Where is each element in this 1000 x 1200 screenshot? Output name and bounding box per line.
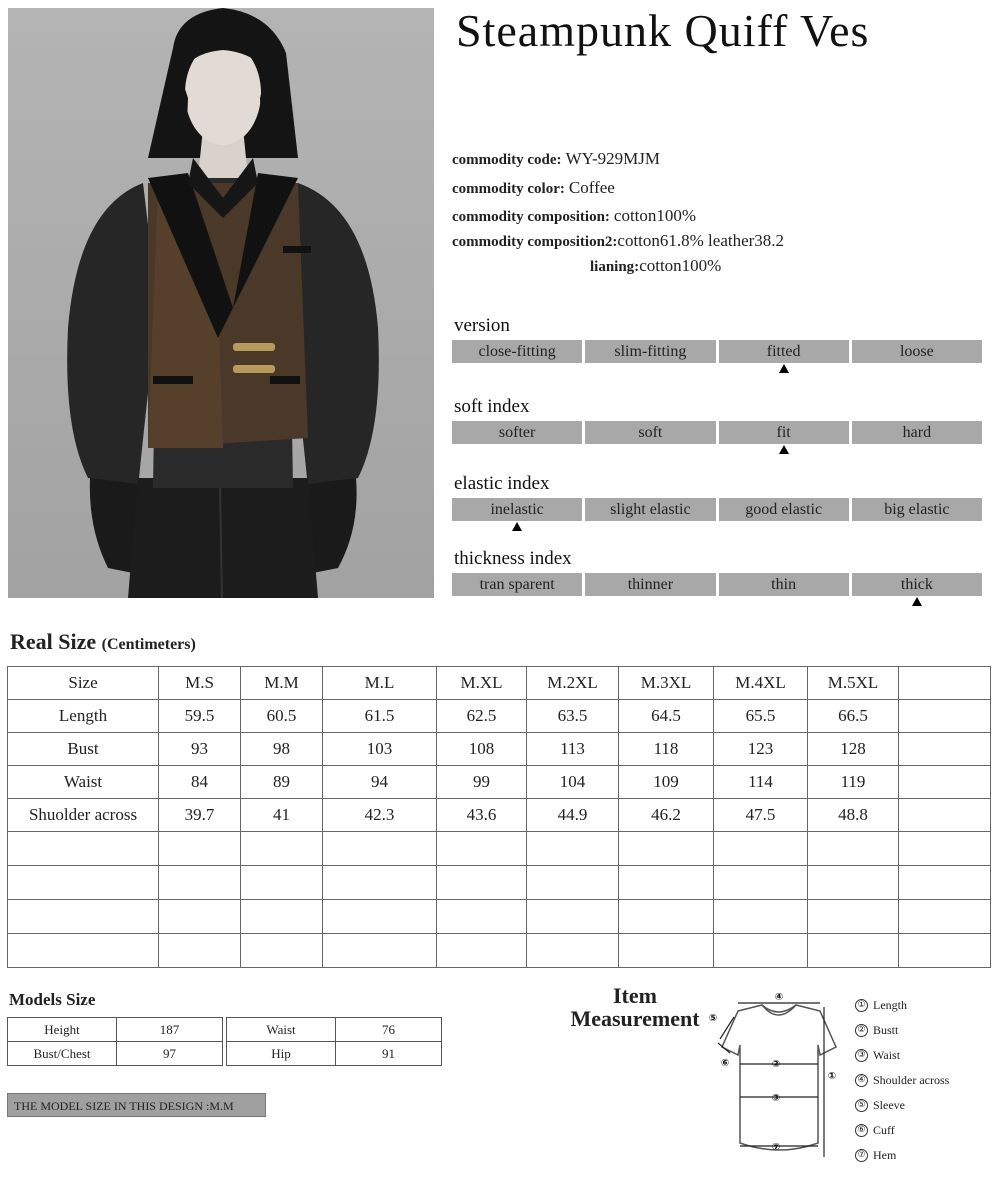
table-cell: 128 <box>808 733 899 766</box>
table-header: M.4XL <box>714 667 808 700</box>
table-cell: 65.5 <box>714 700 808 733</box>
model-size-note: THE MODEL SIZE IN THIS DESIGN :M.M <box>7 1093 266 1117</box>
thickness-index-bar <box>452 573 982 596</box>
table-header: M.5XL <box>808 667 899 700</box>
table-row <box>8 1018 223 1042</box>
item-measurement-title <box>560 984 710 1030</box>
info-label: lianing: <box>590 259 640 275</box>
elastic-index-option: good elastic <box>719 498 849 521</box>
legend-label: Hem <box>873 1148 897 1162</box>
table-header: Size <box>8 667 159 700</box>
thickness-index-option: thin <box>719 573 849 596</box>
real-size-unit: (Centimeters) <box>101 636 196 653</box>
item-measurement-line1: Item <box>613 983 657 1008</box>
table-cell: 104 <box>527 766 619 799</box>
thickness-index-option: thinner <box>585 573 715 596</box>
soft-index-title: soft index <box>454 396 530 417</box>
table-row <box>8 700 991 733</box>
table-cell <box>899 799 991 832</box>
table-cell: Height <box>8 1018 117 1042</box>
legend-item-cuff <box>855 1118 949 1143</box>
table-cell: 91 <box>336 1042 442 1066</box>
info-commodity-composition2 <box>452 231 784 251</box>
table-cell: 103 <box>323 733 437 766</box>
version-title: version <box>454 315 510 336</box>
legend-item-bust <box>855 1018 949 1043</box>
table-cell: Waist <box>227 1018 336 1042</box>
product-title: Steampunk Quiff Ves <box>456 5 870 56</box>
legend-label: Length <box>873 998 907 1012</box>
legend-label: Cuff <box>873 1123 895 1137</box>
product-photo <box>8 8 434 598</box>
size-table <box>7 666 991 968</box>
table-cell: 48.8 <box>808 799 899 832</box>
selected-marker-icon <box>779 364 789 373</box>
table-cell: 89 <box>241 766 323 799</box>
legend-item-sleeve <box>855 1093 949 1118</box>
table-cell: Bust <box>8 733 159 766</box>
table-header: M.L <box>323 667 437 700</box>
legend-label: Sleeve <box>873 1098 905 1112</box>
marker-length: ① <box>827 1071 837 1082</box>
version-option: fitted <box>719 340 849 363</box>
table-cell: 98 <box>241 733 323 766</box>
table-cell: 109 <box>619 766 714 799</box>
thickness-index-title: thickness index <box>454 548 572 569</box>
info-label: commodity composition2: <box>452 234 618 250</box>
info-lining <box>590 256 721 276</box>
models-table-right <box>226 1017 442 1066</box>
legend-item-hem <box>855 1143 949 1168</box>
table-row <box>227 1042 442 1066</box>
info-value: cotton61.8% leather38.2 <box>617 231 785 250</box>
table-cell: 123 <box>714 733 808 766</box>
table-row <box>227 1018 442 1042</box>
table-cell: 44.9 <box>527 799 619 832</box>
marker-hem: ⑦ <box>771 1142 781 1153</box>
legend-num: ① <box>855 999 868 1012</box>
table-row <box>8 1042 223 1066</box>
soft-index-option: softer <box>452 421 582 444</box>
models-size-title: Models Size <box>9 990 96 1009</box>
model-illustration <box>8 8 434 598</box>
table-row-empty <box>8 934 991 968</box>
table-header: M.M <box>241 667 323 700</box>
legend-item-length <box>855 993 949 1018</box>
version-option: slim-fitting <box>585 340 715 363</box>
version-option: loose <box>852 340 982 363</box>
table-cell: 39.7 <box>159 799 241 832</box>
elastic-index-option: big elastic <box>852 498 982 521</box>
table-cell: 64.5 <box>619 700 714 733</box>
table-header: M.S <box>159 667 241 700</box>
table-cell: 97 <box>117 1042 223 1066</box>
selected-marker-icon <box>912 597 922 606</box>
table-cell: 114 <box>714 766 808 799</box>
table-cell: Shuolder across <box>8 799 159 832</box>
marker-waist: ③ <box>771 1093 781 1104</box>
elastic-index-title: elastic index <box>454 473 550 494</box>
measurement-legend <box>855 993 949 1168</box>
info-value: Coffee <box>568 178 615 197</box>
table-cell: 46.2 <box>619 799 714 832</box>
table-cell: Waist <box>8 766 159 799</box>
table-cell: 47.5 <box>714 799 808 832</box>
table-header: M.2XL <box>527 667 619 700</box>
table-cell: 59.5 <box>159 700 241 733</box>
legend-item-waist <box>855 1043 949 1068</box>
legend-label: Waist <box>873 1048 901 1062</box>
table-cell: 93 <box>159 733 241 766</box>
legend-num: ⑦ <box>855 1149 868 1162</box>
table-cell <box>899 733 991 766</box>
marker-sleeve: ⑤ <box>708 1013 718 1024</box>
table-row <box>8 799 991 832</box>
table-cell: 43.6 <box>437 799 527 832</box>
real-size-heading: Real Size <box>10 629 97 654</box>
shirt-outline <box>722 1005 836 1150</box>
table-cell: Hip <box>227 1042 336 1066</box>
marker-bust: ② <box>771 1059 781 1070</box>
table-cell: 41 <box>241 799 323 832</box>
table-cell: 61.5 <box>323 700 437 733</box>
thickness-index-option: thick <box>852 573 982 596</box>
table-row <box>8 733 991 766</box>
version-option: close-fitting <box>452 340 582 363</box>
table-cell: 99 <box>437 766 527 799</box>
version-bar <box>452 340 982 363</box>
table-header-row <box>8 667 991 700</box>
legend-num: ④ <box>855 1074 868 1087</box>
table-header: M.3XL <box>619 667 714 700</box>
info-value: WY-929MJM <box>565 149 661 168</box>
table-cell: 119 <box>808 766 899 799</box>
table-cell: Length <box>8 700 159 733</box>
info-commodity-code <box>452 149 660 169</box>
table-cell: 113 <box>527 733 619 766</box>
info-label: commodity color: <box>452 181 565 197</box>
table-cell: 60.5 <box>241 700 323 733</box>
table-cell: 94 <box>323 766 437 799</box>
table-header <box>899 667 991 700</box>
info-commodity-composition <box>452 206 696 226</box>
legend-num: ⑤ <box>855 1099 868 1112</box>
table-cell: 62.5 <box>437 700 527 733</box>
info-value: cotton100% <box>613 206 697 225</box>
table-cell <box>899 766 991 799</box>
table-cell: 63.5 <box>527 700 619 733</box>
info-value: cotton100% <box>639 256 722 275</box>
table-row-empty <box>8 900 991 934</box>
soft-index-option: hard <box>852 421 982 444</box>
table-row <box>8 766 991 799</box>
soft-index-bar <box>452 421 982 444</box>
soft-index-option: fit <box>719 421 849 444</box>
table-cell: Bust/Chest <box>8 1042 117 1066</box>
table-cell: 187 <box>117 1018 223 1042</box>
item-measurement-line2: Measurement <box>570 1006 700 1031</box>
elastic-index-option: inelastic <box>452 498 582 521</box>
measurement-diagram <box>708 985 848 1165</box>
marker-cuff: ⑥ <box>720 1058 730 1069</box>
models-table-left <box>7 1017 223 1066</box>
table-cell: 108 <box>437 733 527 766</box>
table-row-empty <box>8 832 991 866</box>
table-cell <box>899 700 991 733</box>
thickness-index-option: tran sparent <box>452 573 582 596</box>
info-label: commodity composition: <box>452 209 610 225</box>
legend-label: Shoulder across <box>873 1073 950 1087</box>
legend-label: Bustt <box>873 1023 899 1037</box>
elastic-index-bar <box>452 498 982 521</box>
table-cell: 42.3 <box>323 799 437 832</box>
table-row-empty <box>8 866 991 900</box>
elastic-index-option: slight elastic <box>585 498 715 521</box>
selected-marker-icon <box>779 445 789 454</box>
table-cell: 76 <box>336 1018 442 1042</box>
legend-num: ⑥ <box>855 1124 868 1137</box>
info-commodity-color <box>452 178 615 198</box>
info-label: commodity code: <box>452 152 562 168</box>
legend-num: ③ <box>855 1049 868 1062</box>
table-cell: 66.5 <box>808 700 899 733</box>
marker-shoulder: ④ <box>774 992 784 1003</box>
table-cell: 84 <box>159 766 241 799</box>
table-cell: 118 <box>619 733 714 766</box>
legend-num: ② <box>855 1024 868 1037</box>
legend-item-shoulder <box>855 1068 949 1093</box>
real-size-title <box>10 629 196 655</box>
soft-index-option: soft <box>585 421 715 444</box>
selected-marker-icon <box>512 522 522 531</box>
table-header: M.XL <box>437 667 527 700</box>
